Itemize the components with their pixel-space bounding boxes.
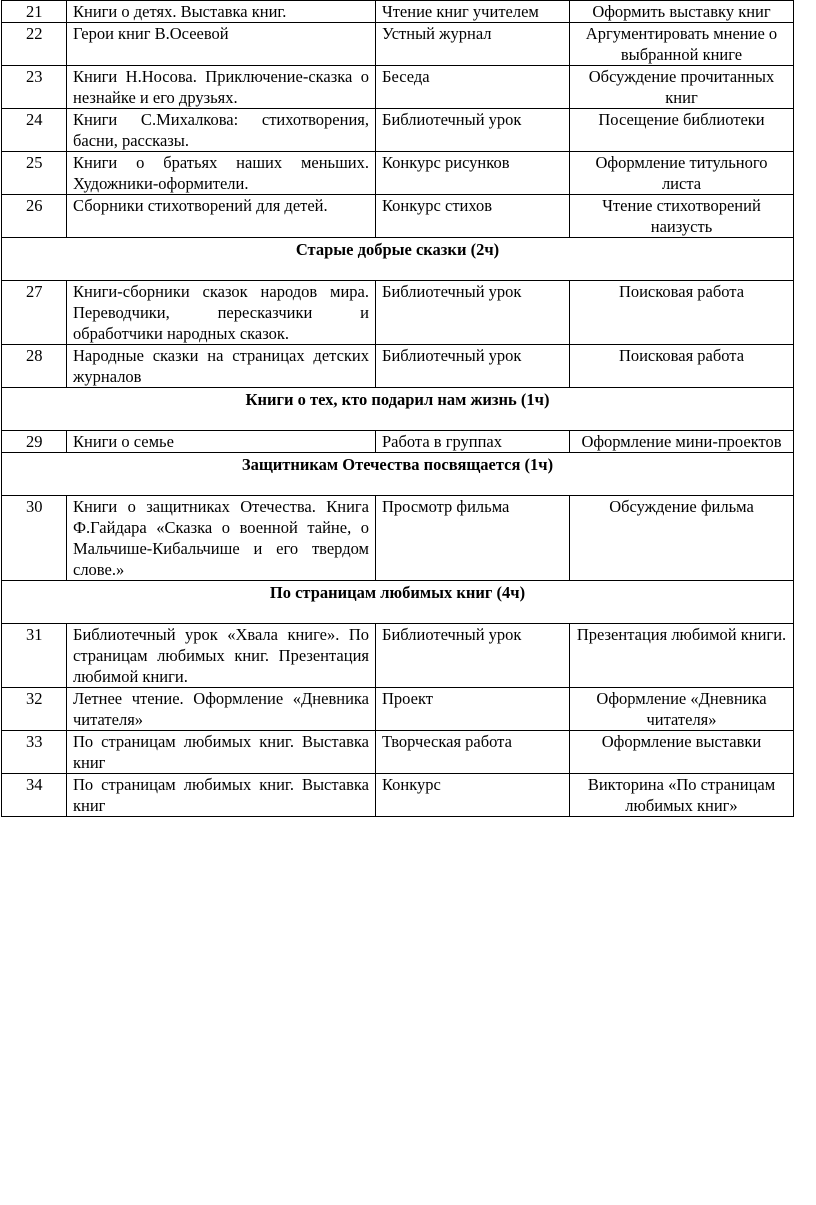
activity-type-cell: Оформление титульного листа: [570, 152, 794, 195]
table-row: [2, 431, 794, 453]
table-row: [2, 774, 794, 817]
table-row: [2, 195, 794, 238]
section-title: Защитникам Отечества посвящается (1ч): [2, 453, 794, 496]
activity-type-cell: Оформить выставку книг: [570, 1, 794, 23]
lesson-form-cell: Проект: [376, 688, 570, 731]
lesson-topic-cell: Сборники стихотворений для детей.: [67, 195, 376, 238]
lesson-topic-cell: Книги-сборники сказок народов мира. Переводчики, пересказчики и обработчики народных сказок.: [67, 281, 376, 345]
lesson-number-cell: 21: [2, 1, 67, 23]
table-row: [2, 624, 794, 688]
section-header-row: [2, 238, 794, 281]
table-row: [2, 1, 794, 23]
lesson-number-cell: 22: [2, 23, 67, 66]
table-row: [2, 109, 794, 152]
activity-type-cell: Поисковая работа: [570, 345, 794, 388]
lesson-number-cell: 31: [2, 624, 67, 688]
activity-type-cell: Аргументировать мнение о выбранной книге: [570, 23, 794, 66]
lesson-topic-cell: Книги о защитниках Отечества. Книга Ф.Гайдара «Сказка о военной тайне, о Мальчише-Кибальчише и его твердом слове.»: [67, 496, 376, 581]
lesson-form-cell: Конкурс стихов: [376, 195, 570, 238]
activity-type-cell: Оформление «Дневника читателя»: [570, 688, 794, 731]
lesson-topic-cell: Книги Н.Носова. Приключение-сказка о незнайке и его друзьях.: [67, 66, 376, 109]
table-body: [2, 1, 794, 817]
activity-type-cell: Обсуждение фильма: [570, 496, 794, 581]
section-header-row: [2, 388, 794, 431]
table-row: [2, 688, 794, 731]
section-title: По страницам любимых книг (4ч): [2, 581, 794, 624]
lesson-number-cell: 27: [2, 281, 67, 345]
lesson-topic-cell: Книги С.Михалкова: стихотворения, басни, рассказы.: [67, 109, 376, 152]
activity-type-cell: Посещение библиотеки: [570, 109, 794, 152]
table-row: [2, 66, 794, 109]
lesson-number-cell: 29: [2, 431, 67, 453]
lesson-topic-cell: Летнее чтение. Оформление «Дневника читателя»: [67, 688, 376, 731]
table-row: [2, 345, 794, 388]
lesson-number-cell: 26: [2, 195, 67, 238]
section-header-row: [2, 581, 794, 624]
lesson-topic-cell: Книги о семье: [67, 431, 376, 453]
lesson-topic-cell: Книги о детях. Выставка книг.: [67, 1, 376, 23]
lesson-form-cell: Творческая работа: [376, 731, 570, 774]
lesson-form-cell: Библиотечный урок: [376, 624, 570, 688]
lesson-number-cell: 23: [2, 66, 67, 109]
activity-type-cell: Оформление мини-проектов: [570, 431, 794, 453]
table-row: [2, 281, 794, 345]
lesson-form-cell: Работа в группах: [376, 431, 570, 453]
section-title: Старые добрые сказки (2ч): [2, 238, 794, 281]
lesson-topic-cell: Библиотечный урок «Хвала книге». По страницам любимых книг. Презентация любимой книги.: [67, 624, 376, 688]
lesson-number-cell: 33: [2, 731, 67, 774]
lesson-form-cell: Библиотечный урок: [376, 345, 570, 388]
lesson-plan-table: [1, 0, 794, 817]
activity-type-cell: Викторина «По страницам любимых книг»: [570, 774, 794, 817]
lesson-number-cell: 32: [2, 688, 67, 731]
lesson-number-cell: 25: [2, 152, 67, 195]
lesson-form-cell: Библиотечный урок: [376, 281, 570, 345]
lesson-topic-cell: Герои книг В.Осеевой: [67, 23, 376, 66]
lesson-form-cell: Беседа: [376, 66, 570, 109]
table-row: [2, 496, 794, 581]
lesson-form-cell: Конкурс рисунков: [376, 152, 570, 195]
lesson-number-cell: 30: [2, 496, 67, 581]
section-title: Книги о тех, кто подарил нам жизнь (1ч): [2, 388, 794, 431]
table-row: [2, 731, 794, 774]
lesson-form-cell: Конкурс: [376, 774, 570, 817]
activity-type-cell: Чтение стихотворений наизусть: [570, 195, 794, 238]
activity-type-cell: Презентация любимой книги.: [570, 624, 794, 688]
activity-type-cell: Поисковая работа: [570, 281, 794, 345]
lesson-form-cell: Библиотечный урок: [376, 109, 570, 152]
activity-type-cell: Оформление выставки: [570, 731, 794, 774]
table-row: [2, 23, 794, 66]
lesson-topic-cell: По страницам любимых книг. Выставка книг: [67, 731, 376, 774]
lesson-form-cell: Просмотр фильма: [376, 496, 570, 581]
lesson-form-cell: Устный журнал: [376, 23, 570, 66]
table-row: [2, 152, 794, 195]
lesson-form-cell: Чтение книг учителем: [376, 1, 570, 23]
lesson-topic-cell: Народные сказки на страницах детских журналов: [67, 345, 376, 388]
lesson-number-cell: 24: [2, 109, 67, 152]
section-header-row: [2, 453, 794, 496]
lesson-number-cell: 34: [2, 774, 67, 817]
activity-type-cell: Обсуждение прочитанных книг: [570, 66, 794, 109]
lesson-topic-cell: Книги о братьях наших меньших. Художники-оформители.: [67, 152, 376, 195]
lesson-topic-cell: По страницам любимых книг. Выставка книг: [67, 774, 376, 817]
lesson-number-cell: 28: [2, 345, 67, 388]
